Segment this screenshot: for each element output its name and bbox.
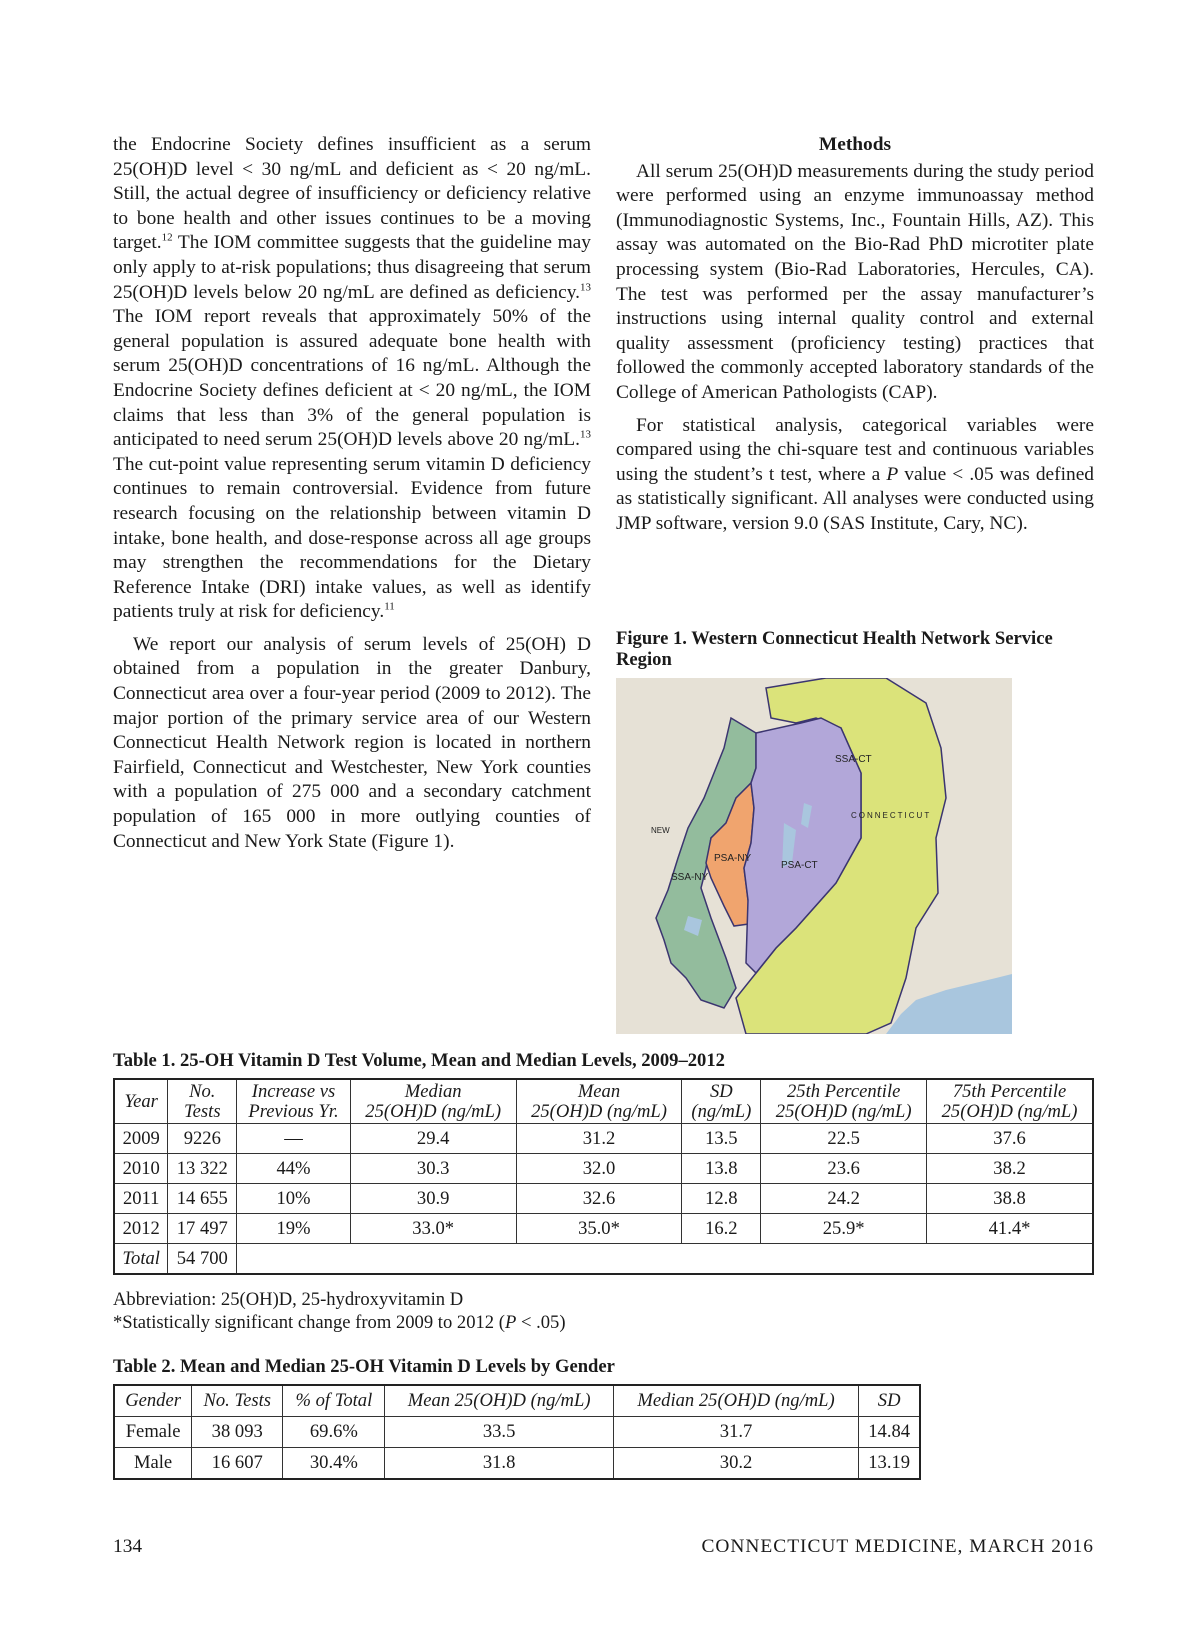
significance-note [113, 1311, 566, 1334]
table-row [114, 1184, 1093, 1214]
table-cell: 30.4% [283, 1448, 385, 1480]
column-header [682, 1079, 761, 1124]
column-header [168, 1079, 237, 1124]
column-header: SD [859, 1385, 920, 1417]
table-cell: 13.8 [682, 1154, 761, 1184]
table-row [114, 1448, 920, 1480]
data-table [113, 1384, 921, 1480]
journal-footer: CONNECTICUT MEDICINE, MARCH 2016 [701, 1536, 1094, 1557]
right-column [616, 133, 1094, 537]
header-line: Tests [184, 1100, 221, 1122]
italic-text: P [886, 463, 899, 485]
header-line: 25(OH)D (ng/mL) [365, 1100, 502, 1122]
table-footnotes [113, 1288, 566, 1334]
header-line: Year [124, 1090, 158, 1112]
map-label-psa-ny: PSA-NY [714, 853, 752, 864]
map-label-state-connecticut: CONNECTICUT [851, 811, 932, 820]
table-cell: 37.6 [927, 1124, 1093, 1154]
section-heading: Methods [818, 134, 892, 155]
map-label-psa-ct: PSA-CT [781, 860, 818, 871]
table-cell: 33.5 [385, 1417, 613, 1448]
table-cell: 31.7 [613, 1417, 859, 1448]
body-paragraph: All serum 25(OH)D measurements during the study period were performed using an enzyme immunoassay method (Immunodiagnostic Systems, Inc., Fountain Hills, AZ). This assay was automated on the Bio-Rad PhD microtiter plate processing system (Bio-Rad Laboratories, Hercules, CA). The test was performed per the assay manufacturer’s instructions using internal quality control and external quality assessment (proficiency testing) practices that followed the commonly accepted laboratory standards of the College of American Pathologists (CAP). [616, 160, 1094, 403]
column-header: Median 25(OH)D (ng/mL) [613, 1385, 859, 1417]
table-row [114, 1124, 1093, 1154]
table-cell: 30.3 [350, 1154, 516, 1184]
left-column [113, 133, 591, 854]
table-cell: 29.4 [350, 1124, 516, 1154]
citation-superscript: 12 [161, 231, 173, 244]
table-total-row [114, 1244, 1093, 1275]
table-cell: 14 655 [168, 1184, 237, 1214]
header-line: Mean [577, 1080, 621, 1102]
table-cell: 32.0 [516, 1154, 682, 1184]
body-paragraph [113, 133, 591, 625]
table-cell: 32.6 [516, 1184, 682, 1214]
table-cell: 44% [237, 1154, 351, 1184]
text-run: For statistical analysis, categorical variables were compared using the chi-square test and continuous variables using the student’s t test, where a [616, 414, 1094, 485]
column-header [927, 1079, 1093, 1124]
header-line: (ng/mL) [691, 1100, 752, 1122]
citation-superscript: 13 [580, 281, 591, 294]
map-label-ssa-ct: SSA-CT [835, 754, 872, 765]
table-cell: 35.0* [516, 1214, 682, 1244]
table-cell: 2009 [114, 1124, 168, 1154]
column-header: Mean 25(OH)D (ng/mL) [385, 1385, 613, 1417]
text-run: The IOM report reveals that approximately 50% of the general population is assured adequate bone health with serum 25(OH)D concentrations of 16 ng/mL. Although the Endocrine Society defines deficient at < 20 ng/mL, the IOM claims that less than 3% of the general population is anticipated to need serum 25(OH)D levels above 20 ng/mL. [113, 306, 591, 451]
header-line: Previous Yr. [248, 1100, 339, 1122]
table-row [114, 1154, 1093, 1184]
table-cell: Male [114, 1448, 192, 1480]
table-cell: — [237, 1124, 351, 1154]
table-cell: Total [114, 1244, 168, 1275]
table-cell: 13.19 [859, 1448, 920, 1480]
header-line: Increase vs [251, 1080, 336, 1102]
table-cell: 38 093 [192, 1417, 283, 1448]
table-cell: 2012 [114, 1214, 168, 1244]
text-run: the Endocrine Society defines insufficient as a serum 25(OH)D level < 30 ng/mL and deficient as < 20 ng/mL. Still, the actual degree of insufficiency or deficiency relative to bone health and other issues continues to be a moving target. [113, 134, 591, 254]
table-header-row [114, 1079, 1093, 1124]
table-cell: 12.8 [682, 1184, 761, 1214]
table-cell: 25.9* [761, 1214, 927, 1244]
citation-superscript: 11 [384, 600, 395, 613]
header-line: 25(OH)D (ng/mL) [941, 1100, 1078, 1122]
body-paragraph: We report our analysis of serum levels of 25(OH) D obtained from a population in the greater Danbury, Connecticut area over a four-year period (2009 to 2012). The major portion of the primary service area of our Western Connecticut Health Network region is located in northern Fairfield, Connecticut and Westchester, New York counties with a population of 275 000 and a secondary catchment population of 165 000 in more outlying counties of Connecticut and New York State (Figure 1). [113, 633, 591, 852]
abbreviation-note: Abbreviation: 25(OH)D, 25-hydroxyvitamin D [113, 1289, 464, 1310]
table-cell: 13.5 [682, 1124, 761, 1154]
table-header-row [114, 1385, 920, 1417]
table-cell: 69.6% [283, 1417, 385, 1448]
column-header [761, 1079, 927, 1124]
table-cell: 14.84 [859, 1417, 920, 1448]
table-cell: 19% [237, 1214, 351, 1244]
table-cell: 10% [237, 1184, 351, 1214]
header-line: No. [189, 1080, 216, 1102]
header-line: 25(OH)D (ng/mL) [775, 1100, 912, 1122]
column-header: Gender [114, 1385, 192, 1417]
table-cell: 16.2 [682, 1214, 761, 1244]
table-cell: 54 700 [168, 1244, 237, 1275]
table-cell: 38.2 [927, 1154, 1093, 1184]
table-caption: Table 2. Mean and Median 25-OH Vitamin D Levels by Gender [113, 1356, 615, 1377]
table-cell: 30.9 [350, 1184, 516, 1214]
header-line: 25th Percentile [786, 1080, 901, 1102]
text-run: *Statistically significant change from 2009 to 2012 ( [113, 1312, 505, 1333]
italic-text: P [504, 1312, 517, 1333]
table-cell: 2011 [114, 1184, 168, 1214]
table-cell: 24.2 [761, 1184, 927, 1214]
column-header [350, 1079, 516, 1124]
header-line: 25(OH)D (ng/mL) [531, 1100, 667, 1122]
table-cell: Female [114, 1417, 192, 1448]
table-cell: 2010 [114, 1154, 168, 1184]
table-cell: 13 322 [168, 1154, 237, 1184]
header-line: 75th Percentile [952, 1080, 1067, 1102]
table-cell: 31.8 [385, 1448, 613, 1480]
column-header: % of Total [283, 1385, 385, 1417]
table-cell: 30.2 [613, 1448, 859, 1480]
service-region-map [616, 678, 1012, 1034]
header-line: Median [404, 1080, 462, 1102]
column-header [114, 1079, 168, 1124]
table-row [114, 1214, 1093, 1244]
text-run: The IOM committee suggests that the guideline may only apply to at-risk populations; thus disagreeing that serum 25(OH)D levels below 20 ng/mL are defined as deficiency. [113, 232, 591, 303]
table-cell: 31.2 [516, 1124, 682, 1154]
table-row [114, 1417, 920, 1448]
header-line: SD [709, 1080, 733, 1102]
table-cell: 9226 [168, 1124, 237, 1154]
data-table [113, 1078, 1094, 1275]
text-run: value < .05 was defined as statistically significant. All analyses were conducted using JMP software, version 9.0 (SAS Institute, Cary, NC). [616, 463, 1095, 534]
figure-caption: Figure 1. Western Connecticut Health Network Service Region [616, 628, 1053, 670]
table-cell: 16 607 [192, 1448, 283, 1480]
page-number: 134 [113, 1536, 143, 1557]
column-header [516, 1079, 682, 1124]
table-cell: 17 497 [168, 1214, 237, 1244]
table-caption: Table 1. 25-OH Vitamin D Test Volume, Mean and Median Levels, 2009–2012 [113, 1050, 725, 1071]
text-run: The cut-point value representing serum vitamin D deficiency continues to remain controversial. Evidence from future research focusing on the relationship between vitamin D intake, bone health, and dose-response across all age groups may strengthen the recommendations for the Dietary Reference Intake (DRI) intake values, as well as identify patients truly at risk for deficiency. [113, 453, 591, 623]
table-cell: 33.0* [350, 1214, 516, 1244]
citation-superscript: 13 [580, 428, 591, 441]
map-label-state-new-york: NEW [651, 826, 670, 835]
body-paragraph [616, 414, 1094, 537]
text-run: < .05) [516, 1312, 566, 1333]
column-header [237, 1079, 351, 1124]
table-cell: 38.8 [927, 1184, 1093, 1214]
table-cell: 41.4* [927, 1214, 1093, 1244]
table-cell: 22.5 [761, 1124, 927, 1154]
map-label-ssa-ny: SSA-NY [671, 872, 709, 883]
column-header: No. Tests [192, 1385, 283, 1417]
table-cell: 23.6 [761, 1154, 927, 1184]
